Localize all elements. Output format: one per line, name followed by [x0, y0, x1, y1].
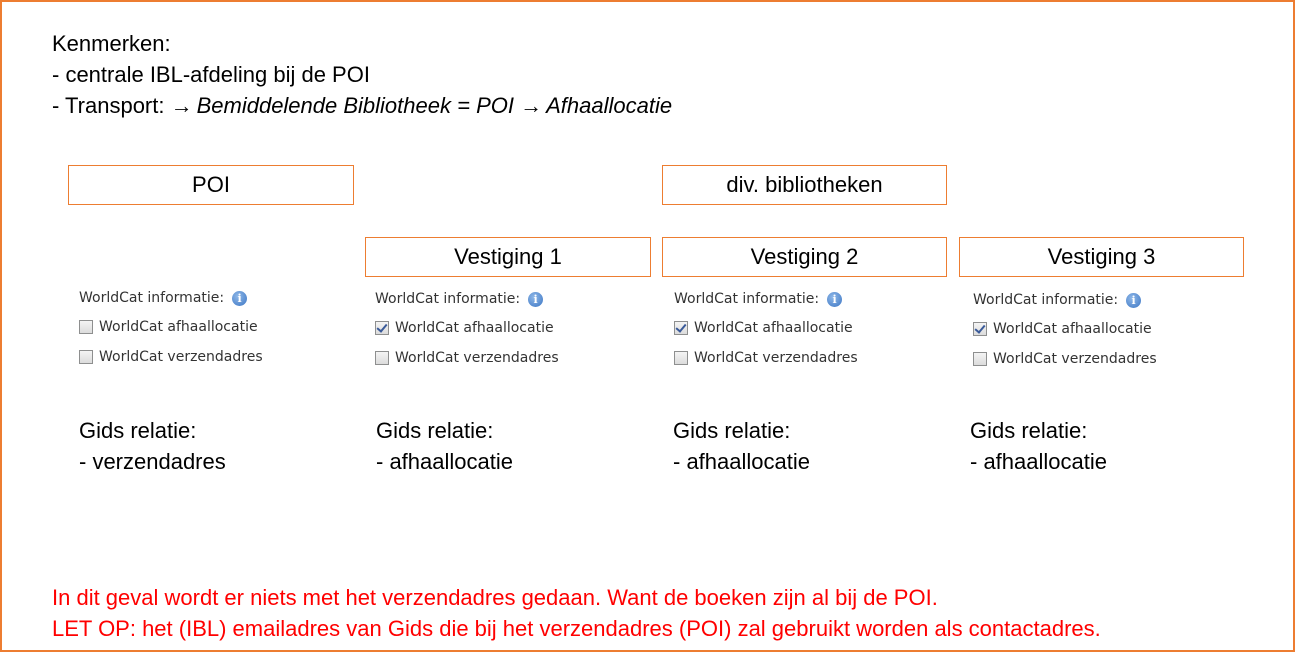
worldcat-info-row [375, 285, 559, 313]
arrow-right-icon: → [520, 93, 543, 118]
verzend-label: WorldCat verzendadres [395, 350, 559, 366]
gids-title: Gids relatie: [79, 418, 197, 443]
box-poi: POI [68, 165, 354, 205]
box-vestiging-1: Vestiging 1 [365, 237, 651, 277]
gids-relatie-vestiging-3 [970, 415, 1107, 477]
info-icon[interactable]: i [528, 292, 543, 307]
gids-value: - afhaallocatie [970, 449, 1107, 474]
gids-value: - afhaallocatie [376, 449, 513, 474]
afhaal-label: WorldCat afhaallocatie [395, 320, 554, 336]
afhaal-label: WorldCat afhaallocatie [99, 319, 258, 335]
worldcat-verzend-row[interactable] [79, 342, 263, 372]
arrow-right-icon: → [170, 93, 193, 118]
verzend-checkbox[interactable] [375, 351, 389, 365]
worldcat-afhaal-row[interactable] [973, 314, 1157, 344]
gids-relatie-vestiging-1 [376, 415, 513, 477]
worldcat-afhaal-row[interactable] [674, 313, 858, 343]
worldcat-verzend-row[interactable] [375, 343, 559, 373]
worldcat-info-label: WorldCat informatie: [375, 291, 521, 307]
worldcat-info-label: WorldCat informatie: [674, 291, 820, 307]
worldcat-verzend-row[interactable] [674, 343, 858, 373]
afhaal-checkbox[interactable] [79, 320, 93, 334]
intro-bullet-ibl: - centrale IBL-afdeling bij de POI [52, 62, 370, 87]
afhaal-checkbox[interactable] [674, 321, 688, 335]
gids-value: - verzendadres [79, 449, 226, 474]
afhaal-label: WorldCat afhaallocatie [993, 321, 1152, 337]
transport-prefix: - Transport: [52, 93, 171, 118]
transport-part2: Afhaallocatie [546, 93, 673, 118]
verzend-label: WorldCat verzendadres [993, 351, 1157, 367]
box-div-bibliotheken: div. bibliotheken [662, 165, 947, 205]
note-line-1: In dit geval wordt er niets met het verzendadres gedaan. Want de boeken zijn al bij de POI. [52, 585, 938, 610]
verzend-checkbox[interactable] [674, 351, 688, 365]
verzend-label: WorldCat verzendadres [99, 349, 263, 365]
note-line-2: LET OP: het (IBL) emailadres van Gids die bij het verzendadres (POI) zal gebruikt worden als contactadres. [52, 616, 1101, 641]
worldcat-info-row [79, 284, 263, 312]
worldcat-panel-vestiging-1 [375, 285, 559, 373]
worldcat-info-row [973, 286, 1157, 314]
worldcat-afhaal-row[interactable] [79, 312, 263, 342]
intro-heading: Kenmerken: [52, 31, 171, 56]
worldcat-info-label: WorldCat informatie: [79, 290, 225, 306]
info-icon[interactable]: i [232, 291, 247, 306]
worldcat-panel-poi [79, 284, 263, 372]
info-icon[interactable]: i [1126, 293, 1141, 308]
afhaal-checkbox[interactable] [375, 321, 389, 335]
box-vestiging-3: Vestiging 3 [959, 237, 1244, 277]
verzend-label: WorldCat verzendadres [694, 350, 858, 366]
info-icon[interactable]: i [827, 292, 842, 307]
worldcat-info-row [674, 285, 858, 313]
gids-relatie-poi [79, 415, 226, 477]
gids-value: - afhaallocatie [673, 449, 810, 474]
worldcat-afhaal-row[interactable] [375, 313, 559, 343]
afhaal-checkbox[interactable] [973, 322, 987, 336]
red-note [52, 582, 1101, 644]
worldcat-verzend-row[interactable] [973, 344, 1157, 374]
worldcat-panel-vestiging-2 [674, 285, 858, 373]
gids-title: Gids relatie: [673, 418, 791, 443]
transport-part1: Bemiddelende Bibliotheek = POI [196, 93, 514, 118]
gids-relatie-vestiging-2 [673, 415, 810, 477]
afhaal-label: WorldCat afhaallocatie [694, 320, 853, 336]
intro-bullet-transport [52, 90, 672, 121]
verzend-checkbox[interactable] [973, 352, 987, 366]
gids-title: Gids relatie: [970, 418, 1088, 443]
box-vestiging-2: Vestiging 2 [662, 237, 947, 277]
gids-title: Gids relatie: [376, 418, 494, 443]
verzend-checkbox[interactable] [79, 350, 93, 364]
worldcat-info-label: WorldCat informatie: [973, 292, 1119, 308]
intro-text [52, 28, 672, 121]
worldcat-panel-vestiging-3 [973, 286, 1157, 374]
